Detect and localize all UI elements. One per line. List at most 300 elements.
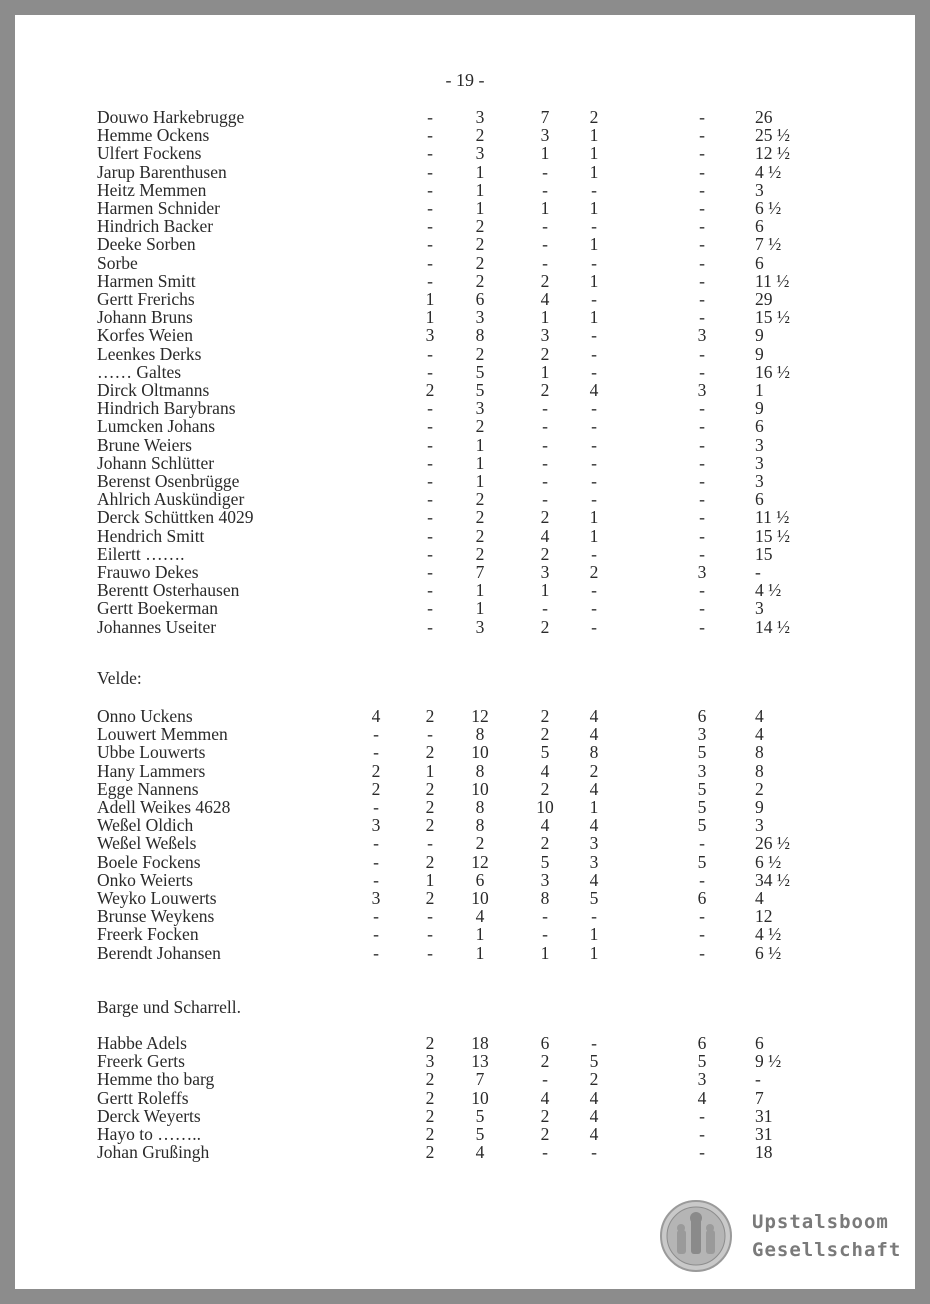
- person-name: Johann Bruns: [97, 307, 193, 328]
- value-cell: 10: [471, 778, 489, 799]
- table-row: [0, 1125, 930, 1143]
- value-cell: -: [427, 252, 433, 273]
- value-cell: 6 ½: [755, 198, 782, 218]
- value-cell: 4: [475, 906, 485, 927]
- person-name: Louwert Memmen: [97, 724, 228, 745]
- value-cell: 5: [540, 742, 550, 763]
- value-cell: 8: [755, 742, 764, 763]
- value-cell: -: [373, 851, 379, 872]
- person-name: Adell Weikes 4628: [97, 797, 231, 817]
- value-cell: -: [427, 562, 433, 582]
- value-cell: -: [427, 216, 433, 237]
- table-row: [0, 1143, 930, 1161]
- value-cell: -: [591, 361, 597, 382]
- table-row: [0, 834, 930, 852]
- value-cell: 3: [540, 562, 550, 582]
- value-cell: 4: [755, 888, 764, 908]
- value-cell: -: [591, 598, 597, 619]
- value-cell: 6: [755, 252, 764, 273]
- value-cell: 1: [475, 161, 485, 182]
- value-cell: 2: [425, 1124, 435, 1144]
- value-cell: -: [427, 107, 433, 127]
- value-cell: -: [373, 797, 379, 817]
- value-cell: -: [542, 1142, 548, 1163]
- value-cell: -: [699, 1105, 705, 1126]
- person-name: Hindrich Barybrans: [97, 398, 236, 419]
- value-cell: -: [373, 924, 379, 945]
- person-name: …… Galtes: [97, 361, 182, 382]
- value-cell: 2: [475, 270, 485, 291]
- value-cell: -: [427, 906, 433, 927]
- value-cell: 5: [475, 1124, 485, 1144]
- value-cell: 8: [589, 742, 599, 763]
- value-cell: 2: [755, 778, 764, 799]
- value-cell: -: [427, 125, 433, 146]
- value-cell: -: [699, 598, 705, 619]
- value-cell: 14 ½: [755, 616, 790, 637]
- value-cell: 2: [475, 507, 485, 528]
- value-cell: 1: [589, 525, 599, 546]
- value-cell: 15: [755, 543, 773, 564]
- value-cell: -: [591, 179, 597, 200]
- table-row: [0, 707, 930, 725]
- value-cell: 1: [475, 434, 485, 455]
- table-row: [0, 108, 930, 126]
- table-row: [0, 1070, 930, 1088]
- value-cell: 11 ½: [755, 507, 790, 528]
- value-cell: -: [427, 161, 433, 182]
- person-name: Ulfert Fockens: [97, 143, 202, 164]
- value-cell: 4 ½: [755, 580, 782, 601]
- table-row: [0, 816, 930, 834]
- value-cell: -: [427, 616, 433, 637]
- value-cell: -: [699, 1124, 705, 1144]
- person-name: Freerk Focken: [97, 924, 199, 945]
- value-cell: -: [373, 833, 379, 854]
- value-cell: -: [699, 906, 705, 927]
- value-cell: 29: [755, 289, 773, 309]
- value-cell: -: [699, 216, 705, 237]
- value-cell: 25 ½: [755, 125, 790, 146]
- value-cell: -: [591, 325, 597, 346]
- value-cell: -: [542, 471, 548, 491]
- value-cell: 1: [540, 580, 550, 601]
- value-cell: 9 ½: [755, 1051, 782, 1072]
- value-cell: -: [542, 416, 548, 437]
- value-cell: -: [427, 398, 433, 419]
- value-cell: 4: [540, 815, 550, 836]
- value-cell: 1: [425, 760, 435, 781]
- table-row: [0, 1052, 930, 1070]
- table-row: [0, 272, 930, 290]
- value-cell: -: [427, 270, 433, 291]
- value-cell: 31: [755, 1124, 773, 1144]
- value-cell: 1: [475, 924, 485, 945]
- brand-line-2: Gesellschaft: [752, 1239, 902, 1261]
- value-cell: -: [699, 543, 705, 564]
- value-cell: 3: [475, 107, 485, 127]
- value-cell: 8: [475, 760, 485, 781]
- value-cell: 3: [540, 125, 550, 146]
- value-cell: 2: [589, 107, 599, 127]
- value-cell: 1: [589, 270, 599, 291]
- value-cell: 6: [755, 416, 764, 437]
- table-row: [0, 326, 930, 344]
- value-cell: 12 ½: [755, 143, 790, 164]
- value-cell: 4 ½: [755, 924, 782, 945]
- value-cell: 2: [475, 543, 485, 564]
- value-cell: 5: [697, 815, 707, 836]
- table-row: [0, 417, 930, 435]
- value-cell: 4: [589, 1105, 599, 1126]
- table-row: [0, 490, 930, 508]
- value-cell: 10: [471, 1087, 489, 1108]
- table-row: [0, 907, 930, 925]
- table-row: [0, 436, 930, 454]
- value-cell: -: [427, 507, 433, 528]
- table-row: [0, 163, 930, 181]
- person-name: Berendt Johansen: [97, 942, 221, 963]
- table-row: [0, 725, 930, 743]
- value-cell: 5: [589, 1051, 599, 1072]
- value-cell: 2: [475, 234, 485, 255]
- person-name: Brunse Weykens: [97, 906, 215, 927]
- value-cell: 1: [475, 942, 485, 963]
- value-cell: 6 ½: [755, 942, 782, 963]
- value-cell: 2: [475, 833, 485, 854]
- person-name: Harmen Schnider: [97, 198, 220, 218]
- value-cell: -: [755, 562, 761, 582]
- value-cell: 2: [425, 851, 435, 872]
- value-cell: -: [542, 252, 548, 273]
- value-cell: -: [542, 452, 548, 473]
- value-cell: -: [699, 416, 705, 437]
- value-cell: 4: [371, 706, 381, 726]
- value-cell: 2: [475, 125, 485, 146]
- value-cell: -: [699, 198, 705, 218]
- person-name: Frauwo Dekes: [97, 562, 199, 582]
- value-cell: 2: [371, 760, 381, 781]
- value-cell: 5: [475, 380, 485, 400]
- value-cell: 6: [755, 489, 764, 510]
- value-cell: -: [699, 580, 705, 601]
- value-cell: 2: [425, 778, 435, 799]
- table-row: [0, 454, 930, 472]
- value-cell: -: [542, 161, 548, 182]
- table-row: [0, 399, 930, 417]
- value-cell: 2: [540, 724, 550, 745]
- value-cell: -: [699, 252, 705, 273]
- value-cell: 3: [755, 471, 764, 491]
- value-cell: -: [427, 179, 433, 200]
- value-cell: 2: [540, 1124, 550, 1144]
- value-cell: -: [373, 724, 379, 745]
- value-cell: 7: [755, 1087, 764, 1108]
- value-cell: 1: [589, 234, 599, 255]
- value-cell: 2: [475, 525, 485, 546]
- value-cell: 7: [540, 107, 550, 127]
- value-cell: 7: [475, 562, 485, 582]
- value-cell: 10: [536, 797, 554, 817]
- value-cell: 5: [697, 778, 707, 799]
- person-name: Ubbe Louwerts: [97, 742, 206, 763]
- person-name: Freerk Gerts: [97, 1051, 185, 1072]
- value-cell: -: [699, 179, 705, 200]
- value-cell: 1: [475, 598, 485, 619]
- value-cell: -: [427, 452, 433, 473]
- value-cell: -: [699, 307, 705, 328]
- value-cell: 1: [425, 307, 435, 328]
- value-cell: 3: [540, 325, 550, 346]
- value-cell: -: [591, 489, 597, 510]
- value-cell: 2: [589, 1069, 599, 1090]
- value-cell: -: [699, 361, 705, 382]
- table-row: [0, 1034, 930, 1052]
- value-cell: -: [699, 869, 705, 890]
- value-cell: 4: [475, 1142, 485, 1163]
- value-cell: -: [591, 343, 597, 364]
- person-name: Ahlrich Auskündiger: [97, 489, 245, 510]
- value-cell: -: [591, 216, 597, 237]
- value-cell: -: [427, 489, 433, 510]
- value-cell: -: [427, 724, 433, 745]
- table-row: [0, 381, 930, 399]
- person-name: Korfes Weien: [97, 325, 193, 346]
- table-row: [0, 181, 930, 199]
- value-cell: -: [427, 416, 433, 437]
- person-name: Leenkes Derks: [97, 343, 202, 364]
- value-cell: 3: [475, 143, 485, 164]
- value-cell: 9: [755, 398, 764, 419]
- page-number: - 19 -: [445, 70, 485, 90]
- value-cell: -: [699, 125, 705, 146]
- person-name: Berenst Osenbrügge: [97, 471, 240, 491]
- value-cell: 2: [540, 706, 550, 726]
- value-cell: 15 ½: [755, 525, 790, 546]
- value-cell: 3: [755, 598, 764, 619]
- person-name: Habbe Adels: [97, 1033, 187, 1053]
- value-cell: -: [699, 525, 705, 546]
- value-cell: 2: [540, 380, 550, 400]
- value-cell: -: [699, 507, 705, 528]
- value-cell: -: [427, 434, 433, 455]
- value-cell: -: [542, 234, 548, 255]
- value-cell: -: [699, 833, 705, 854]
- value-cell: -: [373, 869, 379, 890]
- value-cell: 2: [540, 616, 550, 637]
- value-cell: 26: [755, 107, 773, 127]
- value-cell: 2: [425, 1069, 435, 1090]
- person-name: Lumcken Johans: [97, 416, 216, 437]
- table-row: [0, 618, 930, 636]
- value-cell: -: [427, 598, 433, 619]
- person-name: Derck Schüttken 4029: [97, 507, 254, 528]
- person-name: Heitz Memmen: [97, 179, 207, 200]
- value-cell: 1: [589, 307, 599, 328]
- value-cell: 1: [475, 580, 485, 601]
- value-cell: 2: [540, 270, 550, 291]
- value-cell: -: [542, 924, 548, 945]
- table-row: [0, 144, 930, 162]
- value-cell: 4: [589, 1124, 599, 1144]
- table-row: [0, 527, 930, 545]
- value-cell: 4: [589, 778, 599, 799]
- table-row: [0, 853, 930, 871]
- value-cell: 2: [475, 252, 485, 273]
- value-cell: 11 ½: [755, 270, 790, 291]
- value-cell: -: [427, 234, 433, 255]
- value-cell: 3: [475, 398, 485, 419]
- value-cell: 3: [425, 1051, 435, 1072]
- value-cell: -: [699, 161, 705, 182]
- brand-line-1: Upstalsboom: [752, 1211, 889, 1233]
- value-cell: -: [427, 924, 433, 945]
- value-cell: -: [591, 398, 597, 419]
- value-cell: -: [427, 143, 433, 164]
- value-cell: -: [699, 289, 705, 309]
- value-cell: 6: [697, 888, 707, 908]
- value-cell: 8: [755, 760, 764, 781]
- value-cell: 1: [755, 380, 764, 400]
- value-cell: -: [373, 942, 379, 963]
- value-cell: 5: [697, 797, 707, 817]
- value-cell: 2: [425, 1087, 435, 1108]
- value-cell: 6: [540, 1033, 550, 1053]
- person-name: Harmen Smitt: [97, 270, 196, 291]
- value-cell: 5: [475, 361, 485, 382]
- person-name: Weßel Weßels: [97, 833, 197, 854]
- value-cell: 12: [471, 851, 489, 872]
- person-name: Jarup Barenthusen: [97, 161, 227, 182]
- value-cell: 12: [471, 706, 489, 726]
- value-cell: -: [542, 1069, 548, 1090]
- value-cell: 2: [425, 706, 435, 726]
- value-cell: 4: [589, 1087, 599, 1108]
- value-cell: -: [699, 924, 705, 945]
- value-cell: 8: [475, 325, 485, 346]
- value-cell: 1: [540, 307, 550, 328]
- value-cell: 18: [471, 1033, 489, 1053]
- value-cell: -: [699, 942, 705, 963]
- person-name: Dirck Oltmanns: [97, 380, 210, 400]
- table-row: [0, 762, 930, 780]
- table-row: [0, 599, 930, 617]
- value-cell: -: [699, 234, 705, 255]
- value-cell: 4: [540, 525, 550, 546]
- value-cell: 3: [755, 815, 764, 836]
- value-cell: 2: [540, 1105, 550, 1126]
- value-cell: -: [755, 1069, 761, 1090]
- value-cell: 2: [425, 742, 435, 763]
- value-cell: -: [427, 833, 433, 854]
- value-cell: -: [591, 252, 597, 273]
- value-cell: 1: [475, 452, 485, 473]
- value-cell: 2: [475, 489, 485, 510]
- person-name: Johann Schlütter: [97, 452, 215, 473]
- value-cell: 3: [475, 616, 485, 637]
- value-cell: 1: [589, 198, 599, 218]
- value-cell: -: [699, 398, 705, 419]
- person-name: Brune Weiers: [97, 434, 192, 455]
- value-cell: 1: [475, 471, 485, 491]
- value-cell: 6 ½: [755, 851, 782, 872]
- value-cell: -: [427, 543, 433, 564]
- value-cell: 2: [425, 1142, 435, 1163]
- table-row: [0, 472, 930, 490]
- value-cell: 3: [589, 851, 599, 872]
- value-cell: -: [373, 906, 379, 927]
- value-cell: 2: [540, 1051, 550, 1072]
- table-row: [0, 780, 930, 798]
- value-cell: 2: [475, 343, 485, 364]
- value-cell: -: [542, 489, 548, 510]
- value-cell: -: [591, 906, 597, 927]
- person-name: Gertt Boekerman: [97, 598, 218, 619]
- value-cell: -: [427, 525, 433, 546]
- value-cell: 5: [697, 1051, 707, 1072]
- value-cell: 3: [540, 869, 550, 890]
- value-cell: -: [427, 580, 433, 601]
- value-cell: 3: [425, 325, 435, 346]
- table-row: [0, 308, 930, 326]
- value-cell: 16 ½: [755, 361, 790, 382]
- value-cell: 26 ½: [755, 833, 790, 854]
- table-row: [0, 290, 930, 308]
- value-cell: -: [591, 580, 597, 601]
- value-cell: 4: [540, 760, 550, 781]
- value-cell: 1: [475, 198, 485, 218]
- value-cell: -: [591, 1033, 597, 1053]
- value-cell: 1: [589, 942, 599, 963]
- value-cell: 4: [589, 815, 599, 836]
- value-cell: 9: [755, 325, 764, 346]
- value-cell: 9: [755, 343, 764, 364]
- table-row: [0, 581, 930, 599]
- value-cell: -: [699, 471, 705, 491]
- value-cell: 4: [755, 724, 764, 745]
- table-row: [0, 126, 930, 144]
- value-cell: 5: [475, 1105, 485, 1126]
- table-row: [0, 217, 930, 235]
- value-cell: 2: [540, 833, 550, 854]
- value-cell: -: [699, 1142, 705, 1163]
- value-cell: 4: [755, 706, 764, 726]
- value-cell: 18: [755, 1142, 773, 1163]
- value-cell: 3: [371, 815, 381, 836]
- value-cell: 4: [589, 380, 599, 400]
- table-row: [0, 363, 930, 381]
- value-cell: 2: [540, 778, 550, 799]
- value-cell: 12: [755, 906, 773, 927]
- person-name: Boele Fockens: [97, 851, 201, 872]
- value-cell: 2: [425, 380, 435, 400]
- value-cell: -: [542, 598, 548, 619]
- value-cell: 6: [697, 706, 707, 726]
- person-name: Johan Grußingh: [97, 1142, 210, 1163]
- value-cell: 8: [475, 797, 485, 817]
- value-cell: 4: [589, 706, 599, 726]
- table-row: [0, 798, 930, 816]
- value-cell: 13: [471, 1051, 489, 1072]
- value-cell: -: [591, 289, 597, 309]
- table-row: [0, 944, 930, 962]
- person-name: Johannes Useiter: [97, 616, 217, 637]
- value-cell: 1: [425, 869, 435, 890]
- value-cell: 3: [755, 452, 764, 473]
- value-cell: 5: [540, 851, 550, 872]
- value-cell: -: [427, 343, 433, 364]
- table-row: [0, 199, 930, 217]
